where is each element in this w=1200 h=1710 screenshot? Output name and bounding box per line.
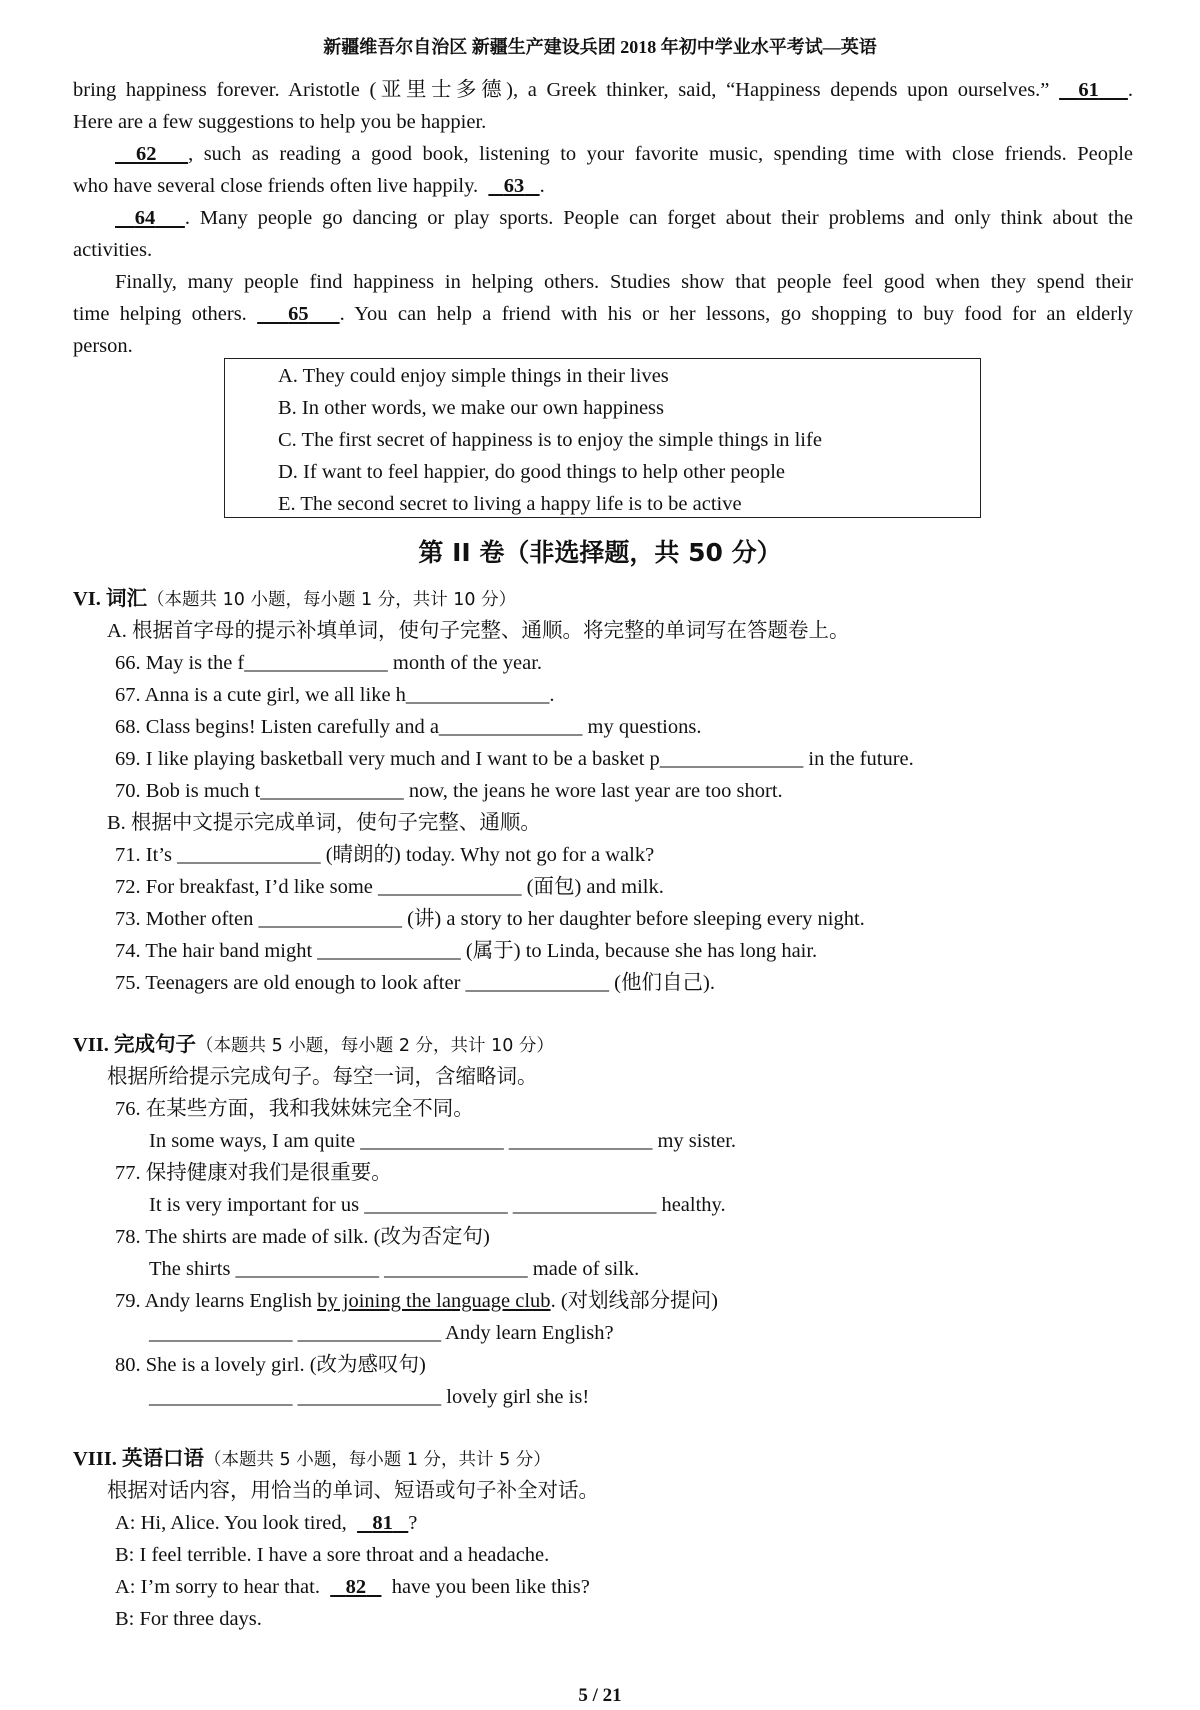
dialogue-text: have you been like this? (391, 1576, 590, 1598)
question-68: 68. Class begins! Listen carefully and a______________ my questions. (115, 716, 702, 738)
instruction: 根据所给提示完成句子。每空一词，含缩略词。 (107, 1066, 538, 1088)
answer-line-78: The shirts ______________ ______________ made of silk. (149, 1258, 640, 1280)
blank-65: 65 (288, 303, 309, 325)
passage-line (115, 204, 1133, 232)
section-viii-heading (73, 1445, 551, 1474)
answer-line-80: ______________ ______________ lovely girl she is! (149, 1386, 590, 1408)
question-76: 76. 在某些方面，我和我妹妹完全不同。 (115, 1098, 474, 1120)
dialogue-text: ? (408, 1512, 418, 1534)
dialogue-text: A: I’m sorry to hear that. (115, 1576, 320, 1598)
passage-text: who have several close friends often live happily. (73, 175, 479, 197)
question-71: 71. It’s ______________ (晴朗的) today. Why not go for a walk? (115, 844, 655, 866)
option-c: C. The first secret of happiness is to enjoy the simple things in life (278, 429, 822, 451)
option-e: E. The second secret to living a happy life is to be active (278, 493, 742, 515)
section-note: （本题共 5 小题，每小题 1 分，共计 5 分） (204, 1450, 551, 1470)
answer-line-77: It is very important for us ______________ ______________ healthy. (149, 1194, 726, 1216)
passage-line (73, 300, 1133, 328)
section-heading: VIII. 英语口语 (73, 1448, 204, 1470)
dialogue-line: B: I feel terrible. I have a sore throat and a headache. (115, 1544, 550, 1566)
question-78: 78. The shirts are made of silk. (改为否定句) (115, 1226, 490, 1248)
passage-text: time helping others. (73, 303, 247, 325)
blank-64: 64 (134, 207, 156, 229)
passage-line: Here are a few suggestions to help you be happier. (73, 111, 487, 133)
blank-81: 81 (372, 1512, 393, 1534)
page-number: 5 / 21 (578, 1685, 622, 1706)
blank-82: 82 (345, 1576, 367, 1598)
passage-line: bring happiness forever. Aristotle (亚里士多德), a Greek thinker, said, “Happiness depends upon ourselves.” 61 . (73, 79, 1134, 101)
blank-61: 61 (1078, 79, 1099, 101)
question-70: 70. Bob is much t______________ now, the jeans he wore last year are too short. (115, 780, 783, 802)
page-header: 新疆维吾尔自治区 新疆生产建设兵团 2018 年初中学业水平考试—英语 (323, 37, 877, 57)
passage-line: who have several close friends often live happily. 63 . (73, 175, 545, 197)
question-74: 74. The hair band might ______________ (属于) to Linda, because she has long hair. (115, 940, 818, 962)
question-75: 75. Teenagers are old enough to look after ______________ (他们自己). (115, 972, 715, 994)
section-vii-heading (73, 1031, 554, 1060)
passage-line (115, 140, 1133, 168)
question-77: 77. 保持健康对我们是很重要。 (115, 1162, 392, 1184)
instruction-a: A. 根据首字母的提示补填单词，使句子完整、通顺。将完整的单词写在答题卷上。 (107, 620, 850, 642)
part2-title: 第 II 卷（非选择题，共 50 分） (418, 538, 782, 567)
passage-text: . Many people go dancing or play sports. People can forget about their problems and only think about the (184, 207, 1134, 229)
section-note: （本题共 5 小题，每小题 2 分，共计 10 分） (196, 1036, 554, 1056)
instruction: 根据对话内容，用恰当的单词、短语或句子补全对话。 (107, 1480, 599, 1502)
underlined-phrase: by joining the language club (317, 1290, 551, 1312)
instruction-b: B. 根据中文提示完成单词，使句子完整、通顺。 (107, 812, 541, 834)
option-a: A. They could enjoy simple things in their lives (278, 365, 669, 387)
passage-line: Finally, many people find happiness in helping others. Studies show that people feel good when they spend their (115, 271, 1133, 293)
question-69: 69. I like playing basketball very much and I want to be a basket p______________ in the future. (115, 748, 914, 770)
question-72: 72. For breakfast, I’d like some ______________ (面包) and milk. (115, 876, 664, 898)
passage-text: bring happiness forever. Aristotle (亚里士多德), a Greek thinker, said, “Happiness depends upon ourselves.” (73, 79, 1050, 101)
dialogue-text: A: Hi, Alice. You look tired, (115, 1512, 347, 1534)
passage-text: , such as reading a good book, listening to your favorite music, spending time with close friends. People (188, 143, 1134, 165)
answer-line-79: ______________ ______________ Andy learn English? (149, 1322, 614, 1344)
question-66: 66. May is the f______________ month of the year. (115, 652, 543, 674)
blank-63: 63 (503, 175, 525, 197)
option-b: B. In other words, we make our own happiness (278, 397, 665, 419)
passage-line: person. (73, 335, 133, 357)
dialogue-line: B: For three days. (115, 1608, 262, 1630)
section-vi-heading (73, 585, 516, 614)
question-text: . (对划线部分提问) (550, 1290, 718, 1312)
question-80: 80. She is a lovely girl. (改为感叹句) (115, 1354, 426, 1376)
dialogue-line (115, 1509, 417, 1537)
answer-line-76: In some ways, I am quite ______________ ______________ my sister. (149, 1130, 737, 1152)
dialogue-line (115, 1573, 590, 1601)
question-73: 73. Mother often ______________ (讲) a story to her daughter before sleeping every night. (115, 908, 865, 930)
section-note: （本题共 10 小题，每小题 1 分，共计 10 分） (147, 590, 517, 610)
passage-text: . You can help a friend with his or her lessons, go shopping to buy food for an elderly (339, 303, 1133, 325)
question-79 (115, 1287, 718, 1315)
blank-62: 62 (136, 143, 157, 165)
section-heading: VI. 词汇 (73, 588, 148, 610)
option-d: D. If want to feel happier, do good things to help other people (278, 461, 785, 483)
section-heading: VII. 完成句子 (73, 1034, 197, 1056)
question-text: 79. Andy learns English (115, 1290, 318, 1312)
passage-line: activities. (73, 239, 153, 261)
question-67: 67. Anna is a cute girl, we all like h______________. (115, 684, 555, 706)
